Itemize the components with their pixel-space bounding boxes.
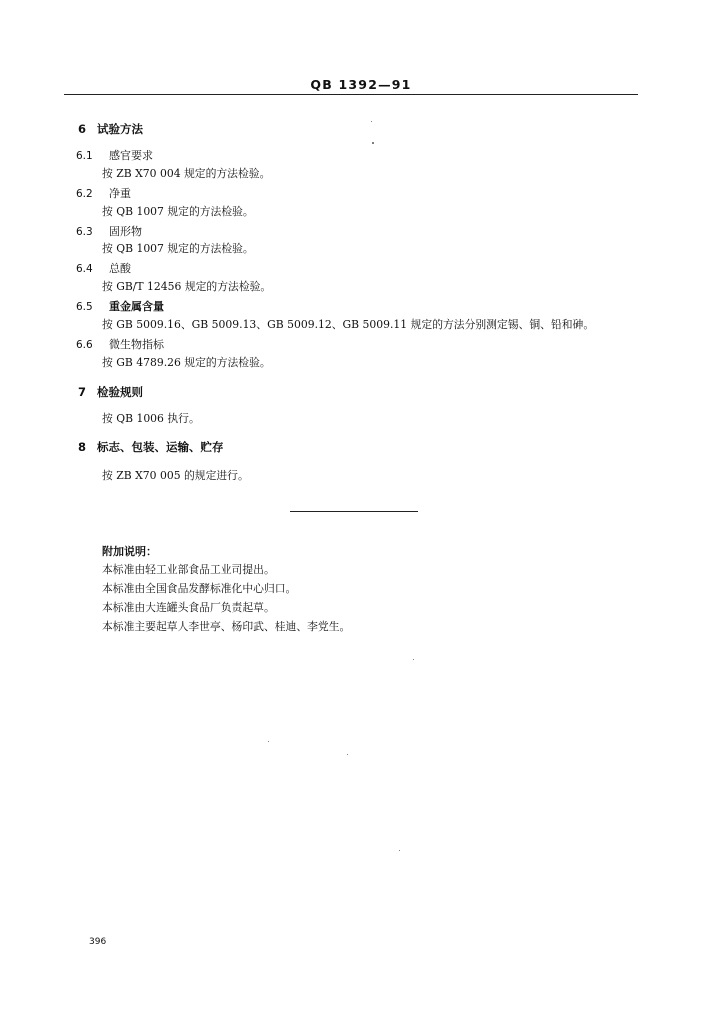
subsection-6-5-text: 按 GB 5009.16、GB 5009.13、GB 5009.12、GB 5009.11 规定的方法分别测定锡、铜、铅和砷。	[102, 318, 595, 331]
subsection-6-3-heading	[76, 223, 142, 239]
page-number: 396	[89, 937, 107, 947]
subsection-number: 6.6	[76, 339, 93, 351]
scan-speck	[372, 142, 374, 144]
section-6-heading	[78, 121, 143, 137]
subsection-6-4-text: 按 GB/T 12456 规定的方法检验。	[102, 280, 272, 293]
subsection-title: 重金属含量	[109, 300, 164, 313]
scan-speck	[399, 850, 400, 851]
subsection-6-6-text: 按 GB 4789.26 规定的方法检验。	[102, 356, 271, 369]
subsection-number: 6.4	[76, 263, 93, 275]
standard-code-header: QB 1392—91	[310, 77, 412, 92]
notes-title: 附加说明：	[102, 545, 157, 558]
notes-line: 本标准由大连罐头食品厂负责起草。	[102, 601, 275, 614]
subsection-title: 感官要求	[109, 149, 153, 162]
section-number: 8	[78, 440, 87, 454]
end-of-standard-rule	[290, 511, 418, 512]
subsection-6-2-text: 按 QB 1007 规定的方法检验。	[102, 205, 254, 218]
subsection-title: 固形物	[109, 225, 142, 238]
subsection-6-6-heading	[76, 336, 164, 352]
subsection-number: 6.3	[76, 226, 93, 238]
scan-speck	[268, 741, 269, 742]
subsection-number: 6.5	[76, 301, 93, 313]
scan-speck	[371, 121, 372, 122]
subsection-6-2-heading	[76, 185, 131, 201]
section-number: 6	[78, 122, 87, 136]
notes-line: 本标准主要起草人李世亭、杨印武、桂迪、李党生。	[102, 620, 351, 633]
subsection-6-4-heading	[76, 260, 131, 276]
subsection-6-1-heading	[76, 147, 153, 163]
section-title: 检验规则	[97, 385, 143, 399]
section-7-text: 按 QB 1006 执行。	[102, 412, 200, 425]
notes-line: 本标准由轻工业部食品工业司提出。	[102, 563, 275, 576]
section-8-heading	[78, 439, 224, 455]
section-title: 标志、包装、运输、贮存	[97, 440, 224, 454]
subsection-6-5-heading	[76, 298, 164, 314]
subsection-6-3-text: 按 QB 1007 规定的方法检验。	[102, 242, 254, 255]
subsection-title: 总酸	[109, 262, 131, 275]
subsection-6-1-text: 按 ZB X70 004 规定的方法检验。	[102, 167, 271, 180]
header-rule	[64, 94, 638, 95]
subsection-title: 净重	[109, 187, 131, 200]
scan-speck	[347, 754, 348, 755]
section-7-heading	[78, 384, 143, 400]
subsection-number: 6.2	[76, 188, 93, 200]
scan-speck	[413, 659, 414, 660]
section-8-text: 按 ZB X70 005 的规定进行。	[102, 469, 249, 482]
subsection-title: 微生物指标	[109, 338, 164, 351]
subsection-number: 6.1	[76, 150, 93, 162]
section-title: 试验方法	[97, 122, 143, 136]
notes-line: 本标准由全国食品发酵标准化中心归口。	[102, 582, 297, 595]
section-number: 7	[78, 385, 87, 399]
